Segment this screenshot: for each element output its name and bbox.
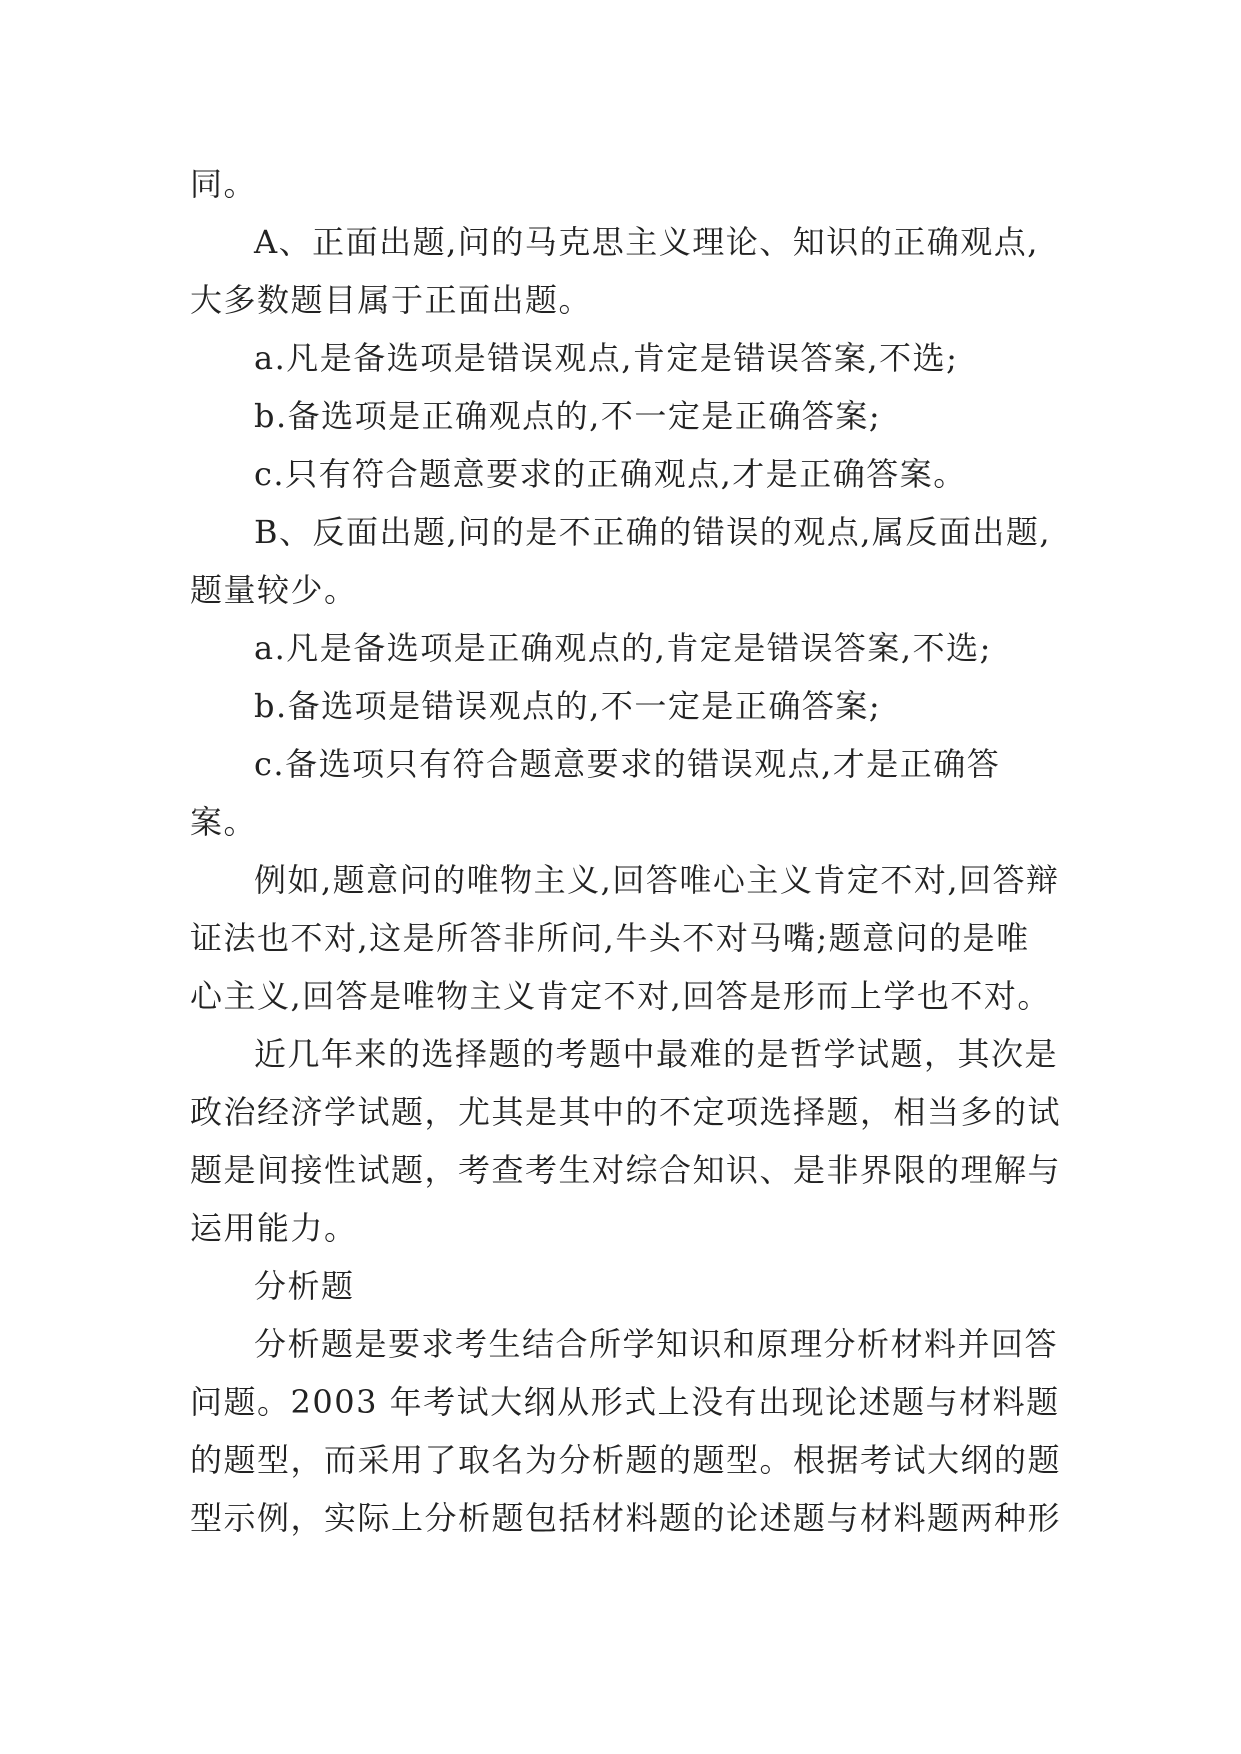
paragraph-analysis: 分析题是要求考生结合所学知识和原理分析材料并回答问题。2003 年考试大纲从形式上没有出现论述题与材料题的题型，而采用了取名为分析题的题型。根据考试大纲的题型示例，实际上分析题包括材料题的论述题与材料题两种形 bbox=[190, 1325, 1062, 1537]
paragraph-negative-b: b.备选项是错误观点的,不一定是正确答案; bbox=[254, 687, 882, 725]
paragraph-negative-question: B、反面出题,问的是不正确的错误的观点,属反面出题,题量较少。 bbox=[190, 513, 1052, 609]
paragraph-positive-question: A、正面出题,问的马克思主义理论、知识的正确观点,大多数题目属于正面出题。 bbox=[190, 223, 1039, 319]
paragraph-positive-c: c.只有符合题意要求的正确观点,才是正确答案。 bbox=[254, 455, 967, 493]
paragraph-positive-a: a.凡是备选项是错误观点,肯定是错误答案,不选; bbox=[254, 339, 959, 377]
document-body bbox=[190, 155, 1062, 1547]
paragraph-negative-a: a.凡是备选项是正确观点的,肯定是错误答案,不选; bbox=[254, 629, 992, 667]
section-heading-analysis: 分析题 bbox=[254, 1267, 355, 1305]
paragraph-example: 例如,题意问的唯物主义,回答唯心主义肯定不对,回答辩证法也不对,这是所答非所问,牛头不对马嘴;题意问的是唯心主义,回答是唯物主义肯定不对,回答是形而上学也不对。 bbox=[190, 861, 1060, 1015]
paragraph-recent-years: 近几年来的选择题的考题中最难的是哲学试题，其次是政治经济学试题，尤其是其中的不定项选择题，相当多的试题是间接性试题，考查考生对综合知识、是非界限的理解与运用能力。 bbox=[190, 1035, 1062, 1247]
paragraph-continuation: 同。 bbox=[190, 165, 258, 203]
paragraph-positive-b: b.备选项是正确观点的,不一定是正确答案; bbox=[254, 397, 882, 435]
paragraph-negative-c: c.备选项只有符合题意要求的错误观点,才是正确答案。 bbox=[190, 745, 1001, 841]
